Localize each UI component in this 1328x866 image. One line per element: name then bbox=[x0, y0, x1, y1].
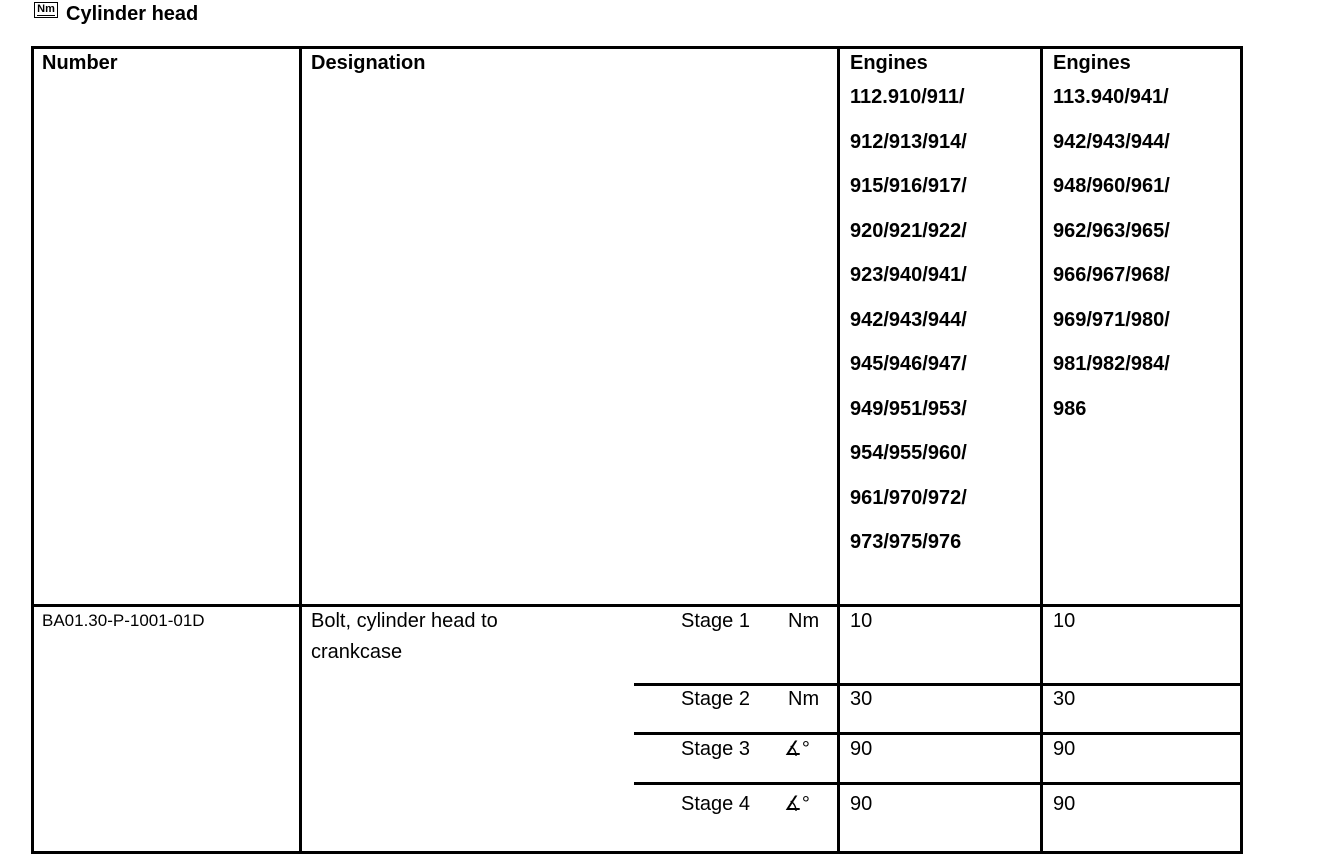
engine-a-item: 954/955/960/ bbox=[850, 442, 967, 464]
engine-a-item: 912/913/914/ bbox=[850, 130, 967, 153]
title-text: Cylinder head bbox=[66, 2, 199, 25]
stage-label: Stage 1 bbox=[681, 610, 750, 632]
engine-b-item: 113.940/941/ bbox=[1053, 86, 1169, 108]
stage-label: Stage 2 bbox=[681, 688, 750, 710]
stage-unit: Nm bbox=[788, 688, 820, 710]
engine-b-item: 942/943/944/ bbox=[1053, 130, 1170, 153]
stage-label: Stage 4 bbox=[681, 793, 750, 815]
table-border-bottom bbox=[31, 851, 1243, 854]
stage-value-b: 30 bbox=[1053, 688, 1076, 710]
engine-b-item: 969/971/980/ bbox=[1053, 308, 1170, 331]
engine-b-item: 962/963/965/ bbox=[1053, 219, 1170, 242]
stage-value-a: 90 bbox=[850, 793, 873, 815]
engine-a-item: 973/975/976 bbox=[850, 531, 962, 553]
stage-label: Stage 3 bbox=[681, 738, 750, 760]
header-number: Number bbox=[42, 52, 118, 74]
table-border-top bbox=[31, 46, 1243, 49]
engine-a-item: 923/940/941/ bbox=[850, 264, 967, 286]
stage-value-a: 30 bbox=[850, 688, 873, 710]
header-designation: Designation bbox=[311, 52, 426, 74]
angle-icon: ∡° bbox=[784, 793, 810, 815]
engines-b-list bbox=[1053, 86, 1170, 442]
engine-b-item: 966/967/968/ bbox=[1053, 264, 1170, 286]
stage-divider-2 bbox=[634, 732, 1243, 735]
stage-value-b: 90 bbox=[1053, 793, 1076, 815]
engine-a-item: 949/951/953/ bbox=[850, 397, 967, 420]
engine-a-item: 112.910/911/ bbox=[850, 86, 965, 108]
stage-value-a: 10 bbox=[850, 610, 873, 632]
engine-a-item: 961/970/972/ bbox=[850, 486, 967, 509]
engine-a-item: 942/943/944/ bbox=[850, 308, 967, 331]
part-number: BA01.30-P-1001-01D bbox=[42, 611, 205, 630]
torque-icon: Nm bbox=[34, 2, 58, 18]
engine-b-item: 986 bbox=[1053, 397, 1087, 420]
designation-line2: crankcase bbox=[311, 641, 403, 663]
stage-divider-3 bbox=[634, 782, 1243, 785]
engines-a-list bbox=[850, 86, 967, 576]
stage-value-b: 90 bbox=[1053, 738, 1076, 760]
engine-a-item: 945/946/947/ bbox=[850, 353, 967, 375]
designation-line1: Bolt, cylinder head to bbox=[311, 610, 498, 632]
header-engines-a: Engines bbox=[850, 52, 928, 74]
table-border-left bbox=[31, 46, 34, 854]
stage-divider-1 bbox=[634, 683, 1243, 686]
engine-a-item: 920/921/922/ bbox=[850, 219, 967, 242]
stage-unit: Nm bbox=[788, 610, 820, 632]
engine-a-item: 915/916/917/ bbox=[850, 175, 967, 197]
stage-value-b: 10 bbox=[1053, 610, 1076, 632]
stage-value-a: 90 bbox=[850, 738, 873, 760]
engine-b-item: 948/960/961/ bbox=[1053, 175, 1170, 197]
table-header-divider bbox=[31, 604, 1243, 607]
header-engines-b: Engines bbox=[1053, 52, 1131, 74]
table-border-col1 bbox=[299, 46, 302, 854]
angle-icon: ∡° bbox=[784, 738, 810, 760]
engine-b-item: 981/982/984/ bbox=[1053, 353, 1170, 375]
